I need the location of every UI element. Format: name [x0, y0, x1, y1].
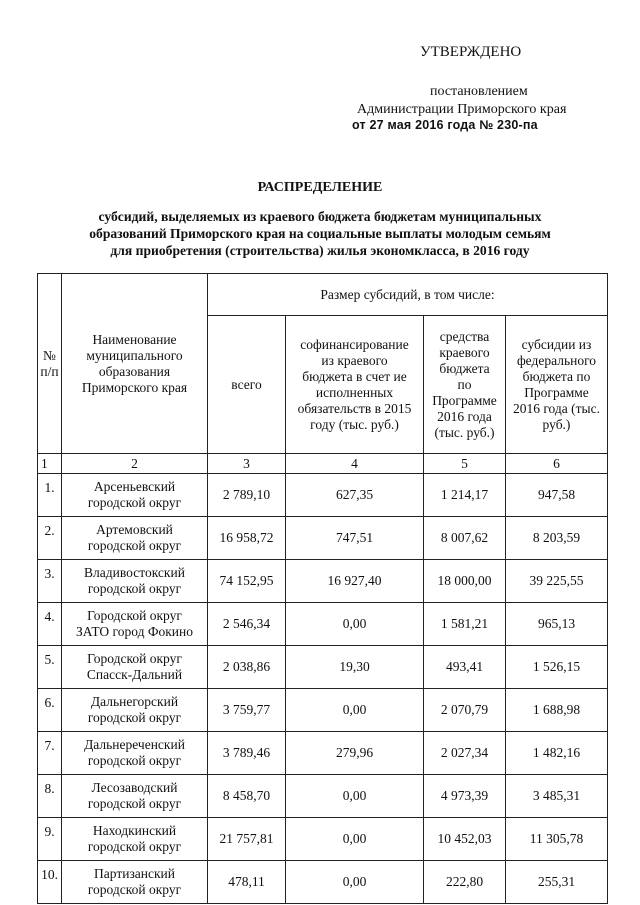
- regional-value: 18 000,00: [424, 560, 506, 603]
- federal-value: 1 526,15: [506, 646, 608, 689]
- approval-date: от 27 мая 2016 года № 230-па: [352, 118, 538, 132]
- municipality-name: Городской округ ЗАТО город Фокино: [62, 603, 208, 646]
- header-total: всего: [208, 316, 286, 454]
- regional-value: 222,80: [424, 861, 506, 904]
- row-number: 9.: [38, 818, 62, 861]
- total-value: 2 546,34: [208, 603, 286, 646]
- total-value: 21 757,81: [208, 818, 286, 861]
- table-row: [38, 689, 608, 732]
- subtitle-line: субсидий, выделяемых из краевого бюджета бюджетам муниципальных: [98, 209, 542, 224]
- header-regional: средства краевого бюджета по Программе 2016 года (тыс. руб.): [424, 316, 506, 454]
- table-row: [38, 775, 608, 818]
- total-value: 2 789,10: [208, 474, 286, 517]
- cofin-value: 747,51: [286, 517, 424, 560]
- row-number: 4.: [38, 603, 62, 646]
- approval-admin: Администрации Приморского края: [357, 102, 567, 117]
- cofin-value: 0,00: [286, 689, 424, 732]
- table-row: [38, 646, 608, 689]
- cofin-value: 16 927,40: [286, 560, 424, 603]
- column-number: 2: [62, 454, 208, 474]
- cofin-value: 627,35: [286, 474, 424, 517]
- document-title: РАСПРЕДЕЛЕНИЕ: [257, 180, 383, 195]
- regional-value: 10 452,03: [424, 818, 506, 861]
- table-row: [38, 517, 608, 560]
- cofin-value: 0,00: [286, 603, 424, 646]
- column-number-row: [38, 454, 608, 474]
- regional-value: 493,41: [424, 646, 506, 689]
- header-row-group: [38, 274, 608, 316]
- municipality-name: Городской округ Спасск-Дальний: [62, 646, 208, 689]
- table-row: [38, 603, 608, 646]
- total-value: 8 458,70: [208, 775, 286, 818]
- row-number: 5.: [38, 646, 62, 689]
- table-row: [38, 474, 608, 517]
- regional-value: 2 070,79: [424, 689, 506, 732]
- federal-value: 255,31: [506, 861, 608, 904]
- total-value: 3 789,46: [208, 732, 286, 775]
- municipality-name: Партизанский городской округ: [62, 861, 208, 904]
- total-value: 2 038,86: [208, 646, 286, 689]
- row-number: 2.: [38, 517, 62, 560]
- subtitle-line: для приобретения (строительства) жилья экономкласса, в 2016 году: [110, 243, 530, 258]
- regional-value: 8 007,62: [424, 517, 506, 560]
- column-number: 4: [286, 454, 424, 474]
- row-number: 8.: [38, 775, 62, 818]
- total-value: 3 759,77: [208, 689, 286, 732]
- municipality-name: Артемовский городской округ: [62, 517, 208, 560]
- header-cofin: софинансирование из краевого бюджета в счет ие исполненных обязательств в 2015 году (тыс. руб.): [286, 316, 424, 454]
- header-group: Размер субсидий, в том числе:: [208, 274, 608, 316]
- document-subtitle: [0, 208, 640, 259]
- subtitle-line: образований Приморского края на социальные выплаты молодым семьям: [89, 226, 551, 241]
- column-number: 3: [208, 454, 286, 474]
- approval-title: УТВЕРЖДЕНО: [420, 44, 522, 60]
- column-number: 5: [424, 454, 506, 474]
- federal-value: 11 305,78: [506, 818, 608, 861]
- regional-value: 2 027,34: [424, 732, 506, 775]
- table-row: [38, 560, 608, 603]
- federal-value: 947,58: [506, 474, 608, 517]
- table-row: [38, 818, 608, 861]
- cofin-value: 0,00: [286, 775, 424, 818]
- municipality-name: Арсеньевский городской округ: [62, 474, 208, 517]
- header-federal: субсидии из федерального бюджета по Программе 2016 года (тыс. руб.): [506, 316, 608, 454]
- municipality-name: Лесозаводский городской округ: [62, 775, 208, 818]
- cofin-value: 19,30: [286, 646, 424, 689]
- approval-block: [0, 0, 640, 140]
- total-value: 74 152,95: [208, 560, 286, 603]
- subsidy-table: [37, 273, 608, 904]
- federal-value: 3 485,31: [506, 775, 608, 818]
- cofin-value: 0,00: [286, 818, 424, 861]
- table-row: [38, 861, 608, 904]
- regional-value: 1 581,21: [424, 603, 506, 646]
- regional-value: 4 973,39: [424, 775, 506, 818]
- municipality-name: Дальнереченский городской округ: [62, 732, 208, 775]
- federal-value: 1 482,16: [506, 732, 608, 775]
- federal-value: 1 688,98: [506, 689, 608, 732]
- row-number: 3.: [38, 560, 62, 603]
- header-num: № п/п: [38, 274, 62, 454]
- column-number: 6: [506, 454, 608, 474]
- federal-value: 965,13: [506, 603, 608, 646]
- row-number: 6.: [38, 689, 62, 732]
- regional-value: 1 214,17: [424, 474, 506, 517]
- cofin-value: 0,00: [286, 861, 424, 904]
- municipality-name: Находкинский городской округ: [62, 818, 208, 861]
- header-name: Наименование муниципального образования Приморского края: [62, 274, 208, 454]
- column-number: 1: [38, 454, 62, 474]
- total-value: 16 958,72: [208, 517, 286, 560]
- approval-by: постановлением: [430, 84, 528, 99]
- municipality-name: Дальнегорский городской округ: [62, 689, 208, 732]
- municipality-name: Владивостокский городской округ: [62, 560, 208, 603]
- federal-value: 39 225,55: [506, 560, 608, 603]
- row-number: 10.: [38, 861, 62, 904]
- table-row: [38, 732, 608, 775]
- total-value: 478,11: [208, 861, 286, 904]
- federal-value: 8 203,59: [506, 517, 608, 560]
- row-number: 1.: [38, 474, 62, 517]
- cofin-value: 279,96: [286, 732, 424, 775]
- row-number: 7.: [38, 732, 62, 775]
